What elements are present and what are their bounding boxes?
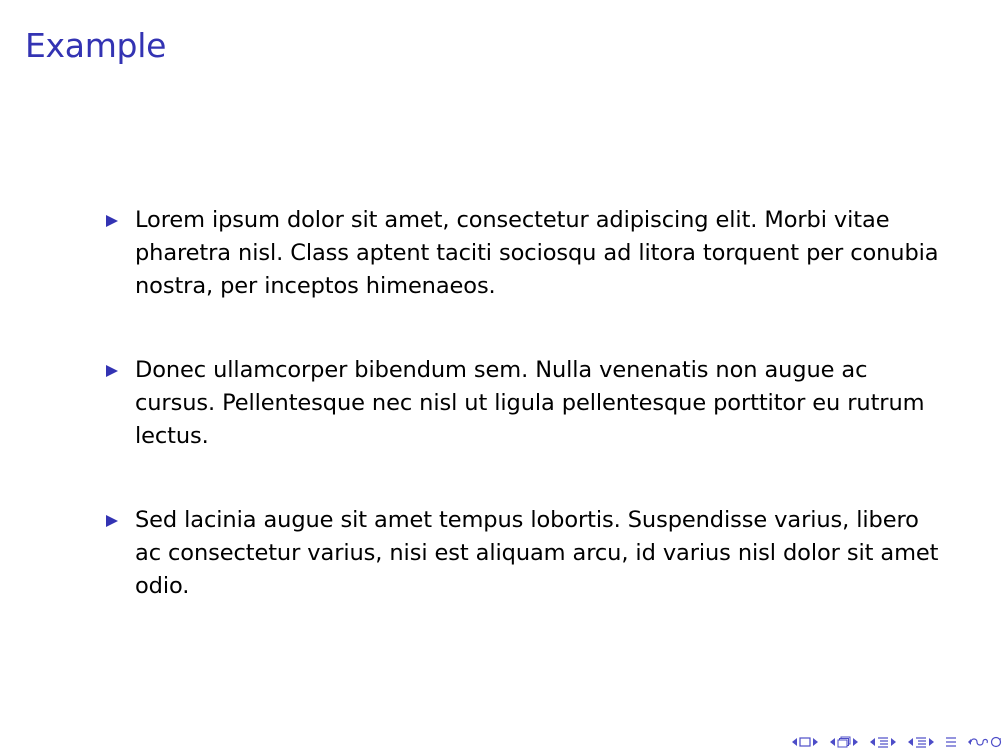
bullet-list [104,204,939,603]
navigation-bar [791,734,1002,750]
nav-prev-slide-icon[interactable] [791,737,798,747]
nav-document-group [945,736,957,748]
nav-prev-subsection-icon[interactable] [869,737,876,747]
list-item-text: Donec ullamcorper bibendum sem. Nulla venenatis non augue ac cursus. Pellentesque nec nisl ut ligula pellentesque porttitor eu rutrum lectus. [135,357,925,449]
nav-frame-group [829,736,859,748]
page-title: Example [25,26,167,65]
nav-document-icon[interactable] [945,736,957,748]
nav-slide-icon[interactable] [799,737,811,747]
nav-next-slide-icon[interactable] [812,737,819,747]
nav-section-icon[interactable] [915,736,927,748]
triangle-bullet-icon [106,515,118,527]
nav-frame-icon[interactable] [837,736,851,748]
list-item-text: Sed lacinia augue sit amet tempus lobortis. Suspendisse varius, libero ac consectetur varius, nisi est aliquam arcu, id varius nisl dolor sit amet odio. [135,507,939,599]
list-item [104,204,939,303]
nav-prev-section-icon[interactable] [907,737,914,747]
nav-subsection-icon[interactable] [877,736,889,748]
nav-next-subsection-icon[interactable] [890,737,897,747]
nav-next-section-icon[interactable] [928,737,935,747]
triangle-bullet-icon [106,215,118,227]
nav-search-icon[interactable] [990,736,1002,748]
triangle-bullet-icon [106,365,118,377]
nav-slide-group [791,737,819,747]
nav-back-icon[interactable] [967,736,989,748]
nav-next-frame-icon[interactable] [852,737,859,747]
list-item [104,354,939,453]
nav-section-group [907,736,935,748]
nav-search-group [967,736,1002,748]
list-item-text: Lorem ipsum dolor sit amet, consectetur adipiscing elit. Morbi vitae pharetra nisl. Class aptent taciti sociosqu ad litora torquent per conubia nostra, per inceptos himenaeos. [135,207,939,299]
nav-prev-frame-icon[interactable] [829,737,836,747]
list-item [104,504,939,603]
nav-subsection-group [869,736,897,748]
